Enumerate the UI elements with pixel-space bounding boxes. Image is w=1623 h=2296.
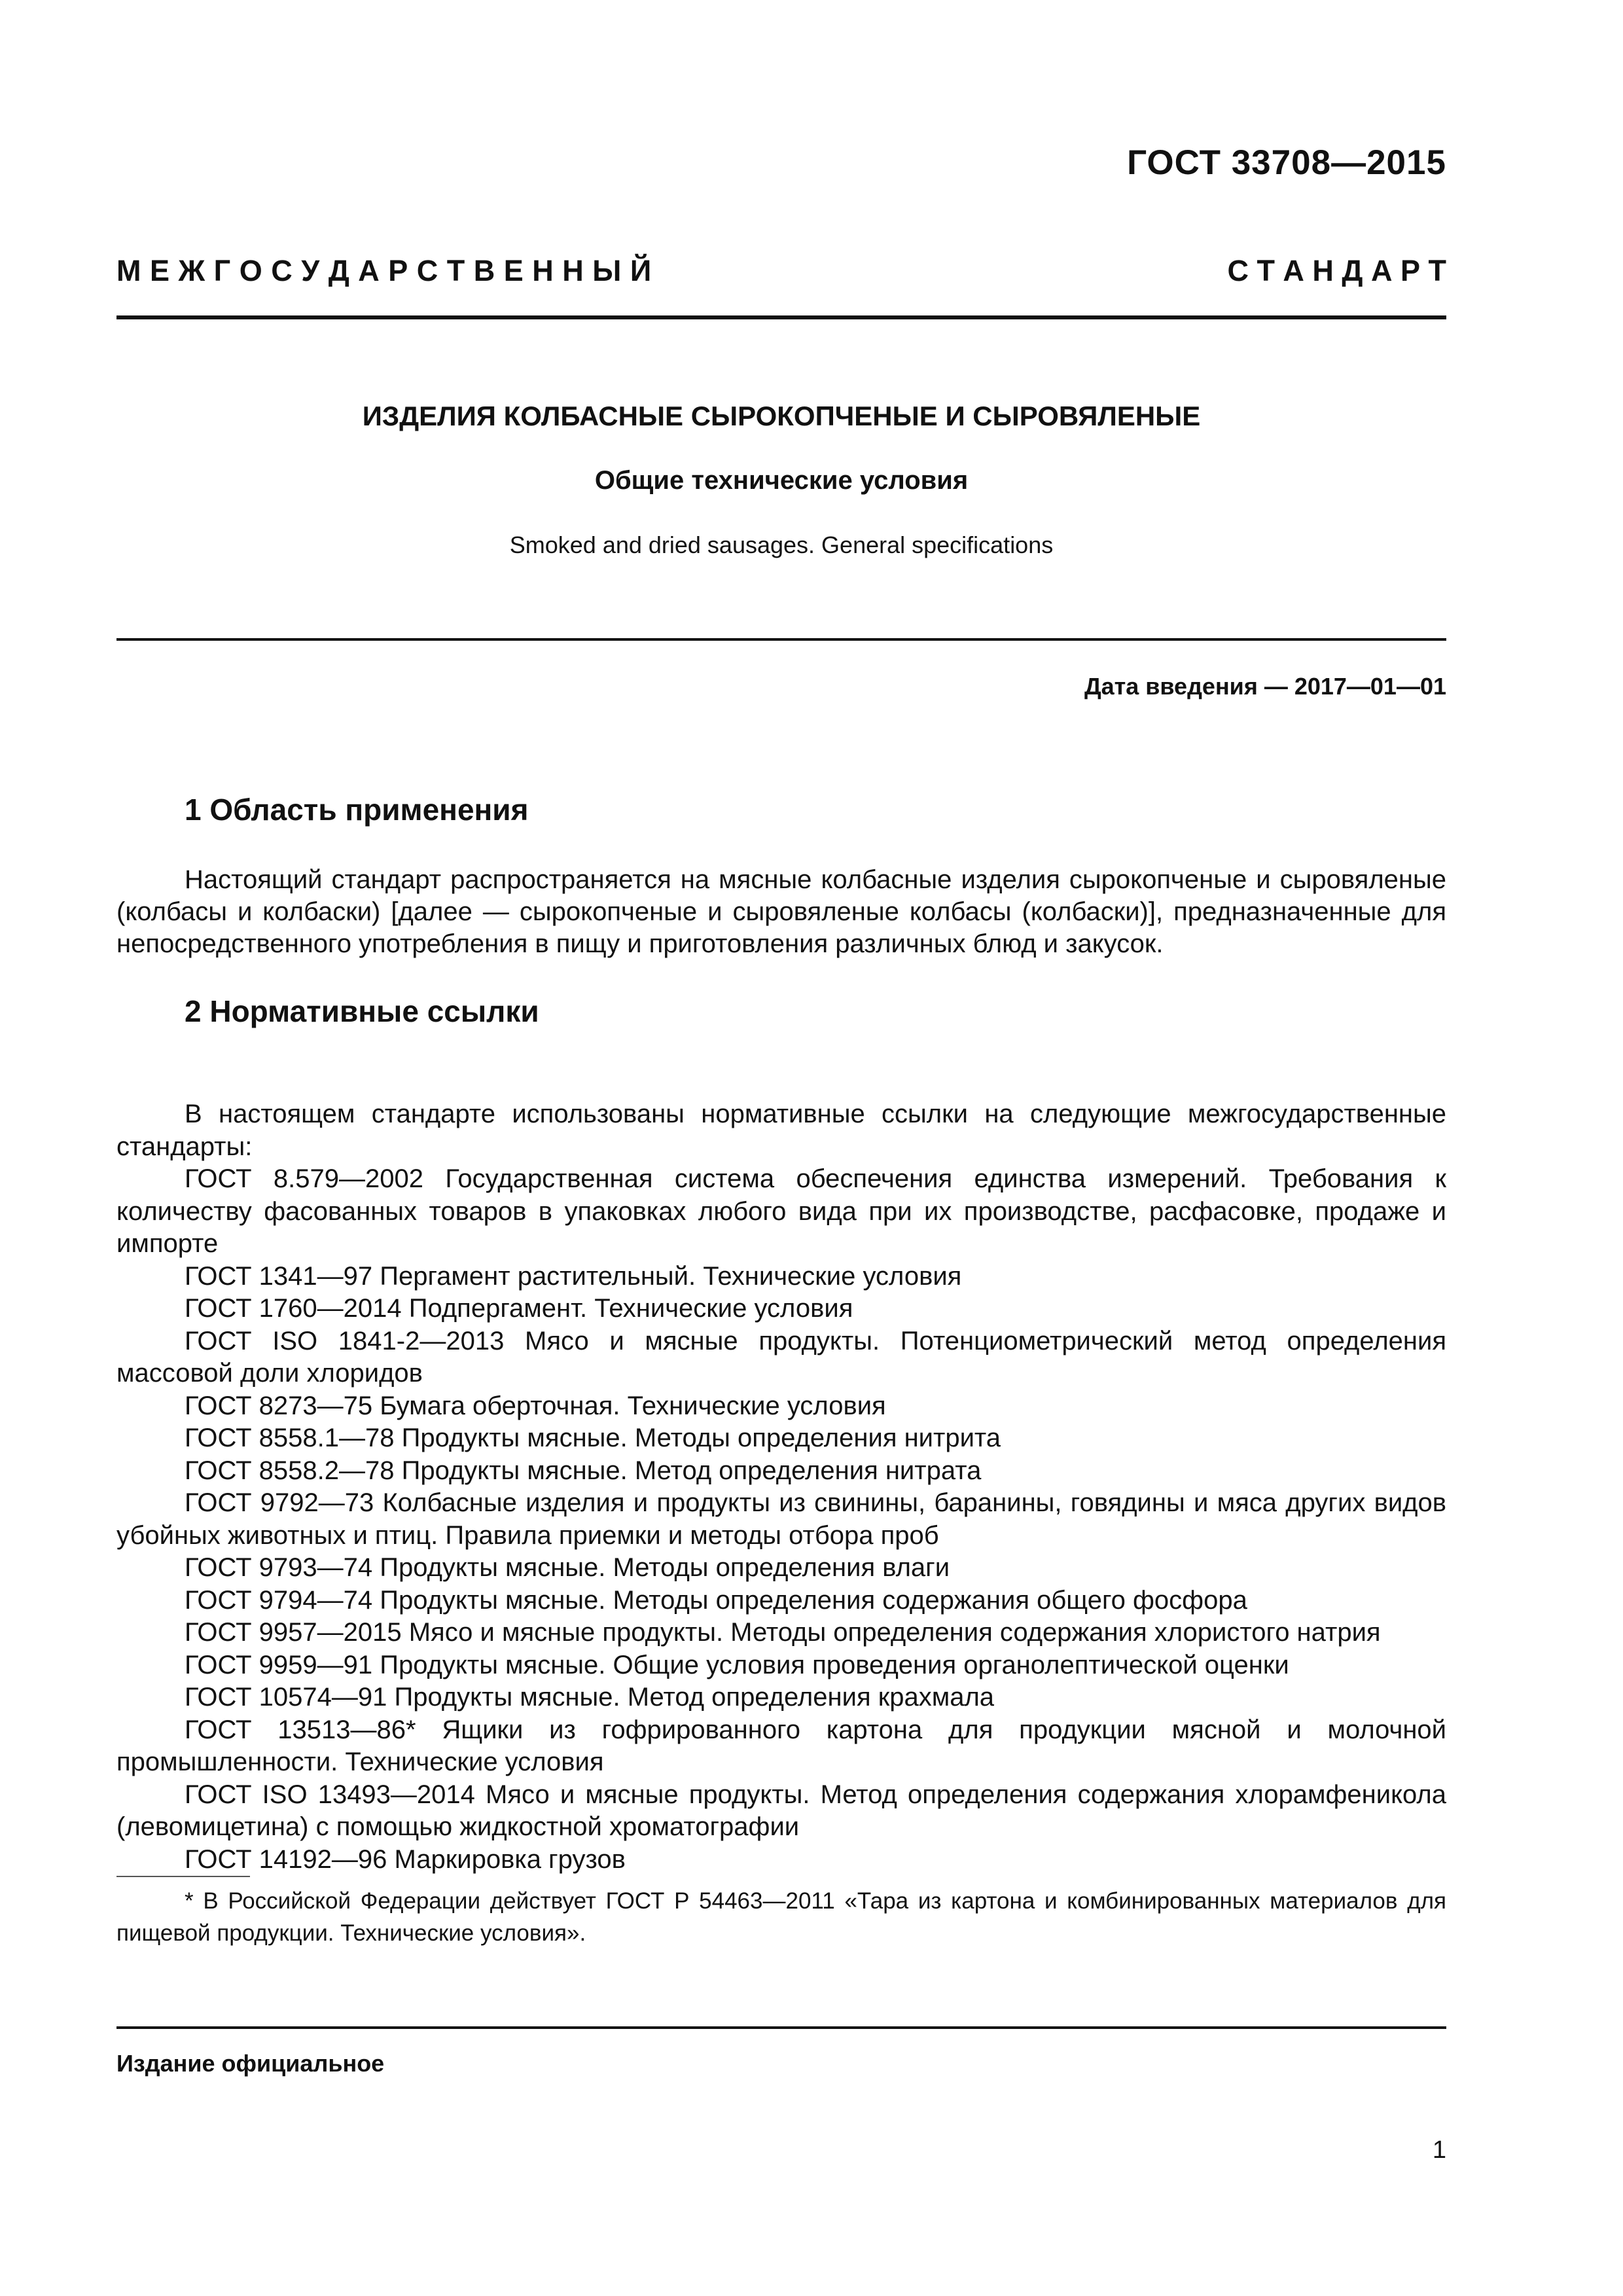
reference-item: ГОСТ 14192—96 Маркировка грузов — [185, 1844, 626, 1874]
reference-item: ГОСТ ISO 1841-2—2013 Мясо и мясные продукты. Потенциометрический метод определения массовой доли хлоридов — [116, 1326, 1446, 1388]
reference-item: ГОСТ 8558.1—78 Продукты мясные. Методы определения нитрита — [185, 1424, 1001, 1452]
reference-item: ГОСТ 8273—75 Бумага оберточная. Технические условия — [185, 1391, 886, 1420]
reference-item: ГОСТ 8558.2—78 Продукты мясные. Метод определения нитрата — [185, 1456, 982, 1485]
reference-item: ГОСТ 9794—74 Продукты мясные. Методы определения содержания общего фосфора — [185, 1585, 1247, 1615]
footnote-separator — [116, 1876, 250, 1877]
introduction-date: Дата введения — 2017—01—01 — [1084, 673, 1446, 700]
banner-left-text: М Е Ж Г О С У Д А Р С Т В Е Н Н Ы Й — [116, 254, 652, 287]
reference-item: ГОСТ ISO 13493—2014 Мясо и мясные продукты. Метод определения содержания хлорамфеникола (левомицетина) с помощью жидкостной хроматографии — [116, 1780, 1446, 1841]
section-1-text — [116, 864, 1446, 960]
page-number: 1 — [1432, 2136, 1446, 2164]
reference-item: ГОСТ 9793—74 Продукты мясные. Методы определения влаги — [185, 1553, 950, 1582]
banner-right-text: С Т А Н Д А Р Т — [1227, 254, 1446, 287]
footnote: * В Российской Федерации действует ГОСТ Р 54463—2011 «Тара из картона и комбинированных материалов для пищевой продукции. Технические условия». — [116, 1888, 1446, 1946]
standard-type-banner — [116, 254, 1446, 288]
references-intro: В настоящем стандарте использованы нормативные ссылки на следующие межгосударственные стандарты: — [116, 1100, 1446, 1161]
reference-item: ГОСТ 9792—73 Колбасные изделия и продукты из свинины, баранины, говядины и мяса других видов убойных животных и птиц. Правила приемки и методы отбора проб — [116, 1488, 1446, 1550]
footer-rule — [116, 2026, 1446, 2029]
document-subtitle: Общие технические условия — [594, 466, 969, 495]
section-1-paragraph: Настоящий стандарт распространяется на мясные колбасные изделия сырокопченые и сыровяленые (колбасы и колбаски) [далее — сырокопченые и сыровяленые колбасы (колбаски)], предназначенные для непосредственного употребления в пищу и приготовления различных блюд и закусок. — [116, 865, 1446, 958]
reference-item: ГОСТ 13513—86* Ящики из гофрированного картона для продукции мясной и молочной промышленности. Технические условия — [116, 1715, 1446, 1776]
normative-references-list — [116, 1098, 1446, 1876]
standard-number: ГОСТ 33708—2015 — [1127, 143, 1446, 182]
reference-item: ГОСТ 1760—2014 Подпергамент. Технические условия — [185, 1294, 853, 1323]
reference-item: ГОСТ 8.579—2002 Государственная система обеспечения единства измерений. Требования к количеству фасованных товаров в упаковках любого вида при их производстве, расфасовке, продаже и импорте — [116, 1164, 1446, 1258]
english-title: Smoked and dried sausages. General specifications — [509, 531, 1054, 558]
document-title: ИЗДЕЛИЯ КОЛБАСНЫЕ СЫРОКОПЧЕНЫЕ И СЫРОВЯЛЕНЫЕ — [362, 401, 1201, 431]
reference-item: ГОСТ 1341—97 Пергамент растительный. Технические условия — [185, 1261, 962, 1291]
reference-item: ГОСТ 9957—2015 Мясо и мясные продукты. Методы определения содержания хлористого натрия — [185, 1618, 1381, 1647]
section-1-heading: 1 Область применения — [185, 793, 529, 827]
title-rule — [116, 638, 1446, 641]
header-rule — [116, 315, 1446, 319]
reference-item: ГОСТ 9959—91 Продукты мясные. Общие условия проведения органолептической оценки — [185, 1650, 1289, 1679]
reference-item: ГОСТ 10574—91 Продукты мясные. Метод определения крахмала — [185, 1683, 995, 1712]
section-2-heading: 2 Нормативные ссылки — [185, 994, 539, 1028]
official-edition-label: Издание официальное — [116, 2050, 385, 2077]
